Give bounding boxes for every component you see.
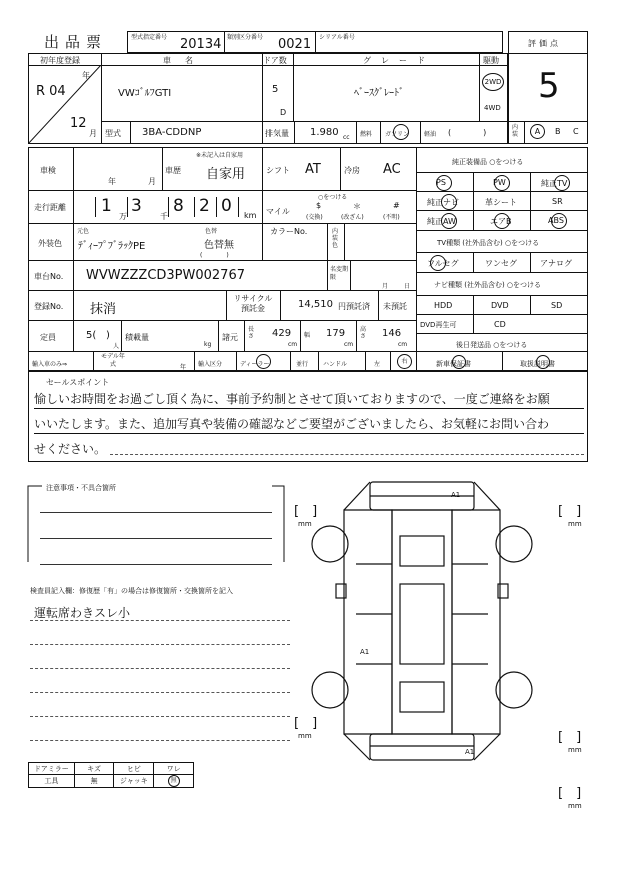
mile-dollar: $ bbox=[316, 201, 322, 210]
import-dealer-circle bbox=[256, 354, 271, 369]
digit-sep bbox=[194, 197, 195, 217]
legend-cell: 工具 bbox=[29, 775, 75, 788]
col-line bbox=[502, 351, 503, 371]
shaken-year-suffix: 年 bbox=[108, 177, 116, 186]
col-line bbox=[236, 351, 237, 371]
shareki-label: 車歴 bbox=[165, 166, 181, 175]
col-line bbox=[380, 121, 381, 144]
mileage-digit: 2 bbox=[199, 196, 210, 216]
interior-color-label: 内装色 bbox=[332, 228, 339, 249]
equip-ps-circle bbox=[436, 175, 452, 191]
inspector-line bbox=[30, 668, 290, 669]
mile-exchange: (交換) bbox=[306, 214, 323, 221]
score-value: 5 bbox=[538, 66, 560, 106]
col-line bbox=[262, 147, 263, 190]
row-line bbox=[28, 351, 588, 352]
first-reg-label: 初年度登録 bbox=[40, 56, 80, 65]
digit-sep bbox=[95, 197, 96, 217]
col-line bbox=[356, 121, 357, 144]
model-label: 型式 bbox=[105, 129, 121, 138]
interior-label: 内装 bbox=[512, 124, 519, 138]
col-line bbox=[262, 223, 263, 260]
mm-unit: mm bbox=[298, 732, 312, 740]
equip-leather: 革シート bbox=[485, 198, 517, 207]
col-line bbox=[218, 320, 219, 351]
col-line bbox=[318, 351, 319, 371]
cc-unit: cc bbox=[343, 134, 350, 141]
capacity-value: 5( bbox=[86, 330, 97, 341]
measure-bracket: [ ] bbox=[558, 730, 582, 745]
col-line bbox=[530, 172, 531, 230]
row-line bbox=[28, 223, 416, 224]
grade-value: ﾍﾞｰｽｸﾞﾚｰﾄﾞ bbox=[354, 88, 404, 99]
mile-label: マイル bbox=[266, 207, 290, 216]
row-line bbox=[416, 191, 588, 192]
aircon-value: AC bbox=[383, 162, 401, 177]
katashiki-label: 型式指定番号 bbox=[131, 34, 168, 41]
col-line bbox=[530, 295, 531, 314]
tv-fullseg-circle bbox=[430, 255, 446, 271]
door-label: ドア数 bbox=[263, 56, 287, 65]
legend-cell: ワレ bbox=[154, 763, 194, 775]
door-type: D bbox=[280, 108, 287, 117]
mileage-digit: 8 bbox=[173, 196, 184, 216]
col-line bbox=[294, 121, 295, 144]
row-line bbox=[28, 320, 416, 321]
header-divider bbox=[224, 31, 225, 53]
score-divider bbox=[508, 53, 588, 54]
col-line bbox=[530, 252, 531, 272]
col-line bbox=[479, 53, 480, 121]
drive-4wd: 4WD bbox=[484, 104, 501, 112]
col-line bbox=[262, 53, 263, 144]
dvd-label: DVD再生可 bbox=[420, 321, 457, 329]
import-dealer: ディーラー bbox=[240, 361, 270, 368]
tv-oneseg: ワンセグ bbox=[485, 259, 517, 268]
digit-sep bbox=[238, 197, 239, 217]
vin-label: 車台No. bbox=[34, 272, 64, 281]
ruibetsu-value: 0021 bbox=[278, 37, 312, 52]
tv-title: TV種類 (社外品含む) ○をつける bbox=[437, 239, 540, 247]
col-line bbox=[290, 351, 291, 371]
row-line bbox=[416, 314, 588, 315]
year-suffix: 年 bbox=[82, 71, 90, 80]
col-line bbox=[162, 147, 163, 190]
recycle-value: 14,510 bbox=[298, 299, 333, 310]
measure-bracket: [ ] bbox=[558, 504, 582, 519]
inspector-line bbox=[30, 644, 290, 645]
katashiki-value: 20134 bbox=[180, 37, 222, 52]
handle-right-circled: 右 bbox=[397, 354, 412, 369]
row-line bbox=[101, 121, 508, 122]
recycle-unit: 円預託済 bbox=[338, 302, 370, 311]
height-label: 高さ bbox=[360, 326, 367, 340]
equip-navi: 純正ナビ bbox=[427, 198, 459, 207]
meihen-label: 名変期限 bbox=[330, 266, 349, 281]
mm-unit: mm bbox=[568, 520, 582, 528]
row-line bbox=[416, 333, 588, 334]
capacity-unit: 人 bbox=[113, 343, 120, 350]
sheet-title: 出品票 bbox=[44, 33, 108, 51]
drive-label: 駆動 bbox=[483, 56, 499, 65]
reg-value: 抹消 bbox=[90, 302, 117, 317]
equip-tv-circle bbox=[554, 175, 570, 191]
equip-sr: SR bbox=[552, 197, 563, 206]
navi-sd: SD bbox=[551, 301, 563, 310]
first-reg-year: R 04 bbox=[36, 84, 66, 99]
ruibetsu-label: 類別区分番号 bbox=[227, 34, 264, 41]
sales-label: セールスポイント bbox=[46, 378, 110, 387]
mile-star: ＊ bbox=[353, 202, 361, 211]
sales-line-3: せください。 bbox=[34, 442, 107, 456]
col-line bbox=[293, 53, 294, 121]
equipment-title: 純正装備品 ○をつける bbox=[452, 158, 524, 166]
digit-sep bbox=[216, 197, 217, 217]
shaken-label: 車検 bbox=[40, 166, 56, 175]
header-divider bbox=[315, 31, 316, 53]
sales-line-1: 愉しいお時間をお過ごし頂く為に、事前予約制とさせて頂いておりますので、一度ご連絡をお願 bbox=[34, 390, 584, 409]
navi-title: ナビ種類 (社外品含む) ○をつける bbox=[434, 281, 542, 289]
mile-altered: (改ざん) bbox=[341, 214, 364, 221]
navi-hdd: HDD bbox=[434, 301, 453, 310]
col-line bbox=[327, 260, 328, 290]
legend-cell: キズ bbox=[74, 763, 114, 775]
first-reg-month: 12 bbox=[70, 116, 87, 131]
fuel-diesel: 軽油 bbox=[424, 131, 437, 138]
col-line bbox=[262, 190, 263, 223]
mm-unit: mm bbox=[298, 520, 312, 528]
tv-fullseg: フルセグ bbox=[427, 259, 459, 268]
equip-navi-circle bbox=[441, 194, 457, 210]
displacement-label: 排気量 bbox=[265, 129, 289, 138]
mileage-digit: 0 bbox=[221, 196, 232, 216]
equip-pw: PW bbox=[493, 178, 506, 187]
tv-analog: アナログ bbox=[540, 259, 572, 268]
legend-cell bbox=[154, 775, 194, 788]
col-line bbox=[524, 121, 525, 144]
col-line bbox=[473, 172, 474, 230]
mileage-digit: 3 bbox=[131, 196, 142, 216]
col-line bbox=[473, 295, 474, 333]
row-line bbox=[416, 210, 588, 211]
length-value: 429 bbox=[272, 328, 292, 339]
height-value: 146 bbox=[382, 328, 402, 339]
col-line bbox=[356, 320, 357, 351]
equip-tv: 純正TV bbox=[541, 179, 568, 188]
dvd-cd: CD bbox=[494, 320, 506, 329]
col-line bbox=[365, 351, 366, 371]
measure-bracket: [ ] bbox=[294, 716, 318, 731]
equip-airbag: エアB bbox=[490, 217, 512, 226]
color-change-paren: ( ) bbox=[200, 252, 229, 259]
shift-value: AT bbox=[305, 162, 321, 177]
legend-cell: ドアミラー bbox=[29, 763, 75, 775]
import-type-label: 輸入区分 bbox=[198, 361, 223, 368]
serial-label: シリアル番号 bbox=[319, 34, 355, 41]
col-line bbox=[280, 290, 281, 320]
col-line bbox=[93, 351, 94, 371]
meihen-day: 日 bbox=[404, 283, 411, 290]
capacity-paren: ) bbox=[106, 330, 110, 341]
interior-b: B bbox=[555, 127, 561, 136]
dims-label: 諸元 bbox=[222, 333, 238, 342]
equip-aw: 純正AW bbox=[427, 217, 456, 226]
color-change-value: 色替無 bbox=[204, 240, 234, 251]
sales-line-3-fill bbox=[110, 454, 584, 455]
length-cm: cm bbox=[288, 341, 298, 348]
col-line bbox=[194, 351, 195, 371]
month-suffix: 月 bbox=[89, 129, 97, 138]
shaken-month-suffix: 月 bbox=[148, 177, 156, 186]
col-line bbox=[73, 147, 74, 351]
vin-value: WVWZZZCD3PW002767 bbox=[86, 268, 245, 283]
navi-dvd: DVD bbox=[491, 301, 509, 310]
col-line bbox=[473, 252, 474, 272]
row-line bbox=[416, 230, 588, 231]
legend-table bbox=[28, 762, 194, 788]
color-value: ﾃﾞｨｰﾌﾟﾌﾞﾗｯｸPE bbox=[78, 241, 146, 252]
legend-cell: 無 bbox=[74, 775, 114, 788]
fuel-paren: ( ) bbox=[448, 128, 487, 137]
legend-cell: ヒビ bbox=[114, 763, 154, 775]
shareki-note: ※未記入は自家用 bbox=[196, 152, 244, 159]
car-name-value: VWｺﾞﾙﾌGTI bbox=[118, 88, 172, 99]
width-label: 幅 bbox=[304, 332, 311, 339]
col-line bbox=[244, 320, 245, 351]
later-title: 後日発送品 ○をつける bbox=[456, 341, 528, 349]
inspector-line bbox=[30, 620, 290, 621]
color-label: 外装色 bbox=[38, 239, 62, 248]
score-row-line bbox=[508, 121, 588, 122]
model-year-suffix: 年 bbox=[180, 364, 187, 371]
interior-c: C bbox=[573, 127, 579, 136]
damage-mark-front: A1 bbox=[451, 491, 461, 499]
car-name-label: 車名 bbox=[163, 56, 207, 65]
later-warranty-circle bbox=[452, 355, 466, 369]
equip-ps: PS bbox=[436, 178, 446, 187]
measure-bracket: [ ] bbox=[294, 504, 318, 519]
row-line bbox=[416, 295, 588, 296]
equip-pw-circle bbox=[494, 175, 510, 191]
digit-sep bbox=[168, 197, 169, 217]
legend-none-circled: 無 bbox=[168, 775, 180, 787]
row-line bbox=[28, 260, 416, 261]
aircon-label: 冷房 bbox=[344, 166, 360, 175]
later-manual: 取扱説明書 bbox=[520, 360, 555, 368]
mm-unit: mm bbox=[568, 802, 582, 810]
notes-bracket bbox=[26, 482, 288, 570]
col-line bbox=[226, 290, 227, 320]
col-line bbox=[340, 147, 341, 190]
equip-airbag-circle bbox=[494, 213, 510, 229]
reg-label: 登録No. bbox=[34, 302, 64, 311]
notes-line bbox=[40, 538, 272, 539]
col-line bbox=[130, 121, 131, 144]
loading-kg: kg bbox=[204, 341, 212, 348]
recycle-unpaid: 未預託 bbox=[383, 302, 407, 311]
col-line bbox=[420, 121, 421, 144]
notes-line bbox=[40, 512, 272, 513]
inspector-line bbox=[30, 692, 290, 693]
mileage-sen: 千 bbox=[160, 212, 168, 221]
row-line bbox=[416, 172, 588, 173]
length-label: 長さ bbox=[248, 326, 255, 340]
color-change-label: 色替 bbox=[205, 228, 218, 235]
loading-label: 積載量 bbox=[125, 333, 149, 342]
notes-line bbox=[40, 564, 272, 565]
sales-line-2: いいたします。また、追加写真や装備の確認などご要望がございましたら、お気軽にお問い合わ bbox=[34, 415, 584, 434]
damage-mark-side: A1 bbox=[360, 648, 370, 656]
notes-label: 注意事項・不具合箇所 bbox=[46, 484, 116, 492]
meihen-month: 月 bbox=[382, 283, 389, 290]
mileage-man: 万 bbox=[119, 212, 127, 221]
fuel-gasoline-circle bbox=[393, 124, 409, 140]
col-line bbox=[416, 147, 417, 371]
measure-bracket: [ ] bbox=[558, 786, 582, 801]
model-year-label: モデル年式 bbox=[101, 353, 125, 368]
import-parallel: 並行 bbox=[296, 361, 309, 368]
inspector-line bbox=[30, 716, 290, 717]
color-sub: 元色 bbox=[77, 228, 90, 235]
displacement-value: 1.980 bbox=[310, 127, 339, 138]
shift-label: シフト bbox=[266, 166, 290, 175]
height-cm: cm bbox=[398, 341, 408, 348]
equip-abs: ABS bbox=[548, 216, 564, 225]
row-line bbox=[416, 272, 588, 273]
recycle-label: リサイクル預託金 bbox=[233, 294, 273, 313]
col-line bbox=[121, 320, 122, 351]
col-line bbox=[378, 290, 379, 320]
later-manual-circle bbox=[536, 355, 550, 369]
equip-aw-circle bbox=[441, 213, 457, 229]
color-no-label: カラーNo. bbox=[270, 227, 308, 236]
col-line bbox=[350, 260, 351, 290]
col-line bbox=[344, 223, 345, 260]
mileage-label: 走行距離 bbox=[34, 203, 66, 212]
capacity-label: 定員 bbox=[40, 333, 56, 342]
legend-cell: ジャッキ bbox=[114, 775, 154, 788]
width-value: 179 bbox=[326, 328, 346, 339]
col-line bbox=[101, 53, 102, 144]
row-line bbox=[28, 190, 416, 191]
equip-abs-circle bbox=[551, 213, 567, 229]
fuel-gasoline: ガソリン bbox=[385, 131, 410, 138]
handle-left: 左 bbox=[374, 361, 381, 368]
row-line bbox=[28, 290, 416, 291]
inspector-line bbox=[30, 740, 290, 741]
col-line bbox=[327, 223, 328, 260]
digit-sep bbox=[127, 197, 128, 217]
mile-hash: # bbox=[393, 201, 400, 210]
handle-label: ハンドル bbox=[323, 361, 348, 368]
later-warranty: 新車保証書 bbox=[436, 360, 471, 368]
row-line bbox=[416, 252, 588, 253]
grade-label: グレード bbox=[363, 56, 435, 65]
mileage-digit: 1 bbox=[101, 196, 112, 216]
car-diagram bbox=[300, 474, 562, 774]
fuel-label: 燃料 bbox=[360, 131, 373, 138]
score-label: 評価点 bbox=[528, 39, 561, 48]
import-label: 輸入車のみ⇒ bbox=[32, 361, 68, 368]
mile-unknown: (不明) bbox=[383, 214, 400, 221]
col-line bbox=[390, 351, 391, 371]
interior-a-circled: A bbox=[530, 124, 545, 139]
drive-2wd-circled: 2WD bbox=[482, 73, 504, 91]
damage-mark-rear: A1 bbox=[465, 748, 475, 756]
shareki-value: 自家用 bbox=[206, 167, 246, 182]
model-value: 3BA-CDDNP bbox=[142, 127, 202, 138]
mileage-km: km bbox=[244, 211, 257, 220]
mile-mark-note: ○をつける bbox=[318, 194, 348, 201]
inspector-value: 運転席わきスレ小 bbox=[34, 606, 131, 620]
mm-unit: mm bbox=[568, 746, 582, 754]
door-count: 5 bbox=[272, 84, 279, 95]
inspector-label: 検査員記入欄：修復歴「有」の場合は修復箇所・交換箇所を記入 bbox=[30, 587, 233, 595]
col-line bbox=[300, 320, 301, 351]
width-cm: cm bbox=[344, 341, 354, 348]
